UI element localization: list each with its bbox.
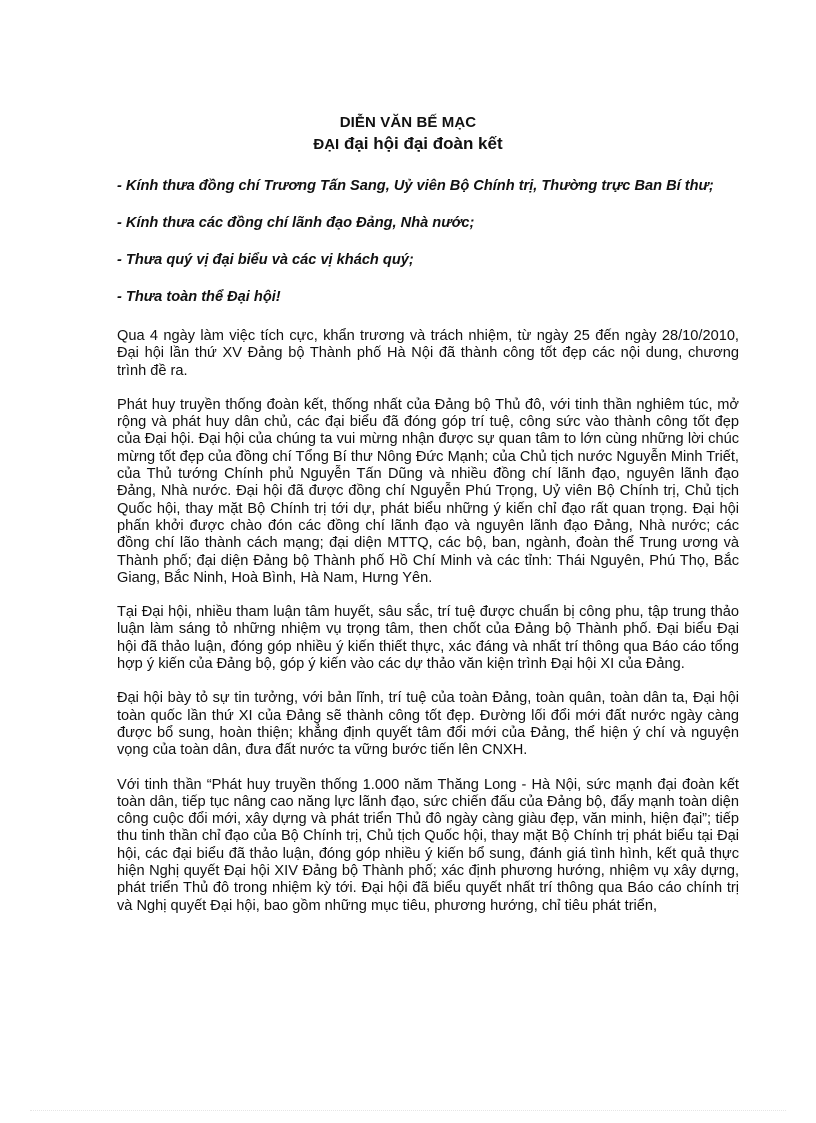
body-paragraph: Phát huy truyền thống đoàn kết, thống nhất của Đảng bộ Thủ đô, với tinh thần nghiêm túc, mở rộng và phát huy dân chủ, các đại biểu đã đóng góp trí tuệ, công sức vào thành công tốt đẹp của Đại hội. Đại hội của chúng ta vui mừng nhận được sự quan tâm to lớn cùng những lời chúc mừng tốt đẹp của đồng chí Tổng Bí thư Nông Đức Mạnh; của Chủ tịch nước Nguyễn Minh Triết, của Thủ tướng Chính phủ Nguyễn Tấn Dũng và nhiều đồng chí lãnh đạo, nguyên lãnh đạo Đảng, Nhà nước. Đại hội đã được đồng chí Nguyễn Phú Trọng, Uỷ viên Bộ Chính trị, Chủ tịch Quốc hội, thay mặt Bộ Chính trị tới dự, phát biểu những ý kiến chỉ đạo rất quan trọng. Đại hội phấn khởi được chào đón các đồng chí lãnh đạo và nguyên lãnh đạo Đảng, Nhà nước; các đồng chí lão thành cách mạng; đại diện MTTQ, các bộ, ban, ngành, đoàn thể Trung ương và Thành phố; đại diện Đảng bộ Thành phố Hồ Chí Minh và các tỉnh: Thái Nguyên, Phú Thọ, Bắc Giang, Bắc Ninh, Hoà Bình, Hà Nam, Hưng Yên. (117, 396, 739, 586)
greeting-line: - Kính thưa đồng chí Trương Tấn Sang, Uỷ viên Bộ Chính trị, Thường trực Ban Bí thư; (117, 178, 714, 194)
body-paragraph: Tại Đại hội, nhiều tham luận tâm huyết, sâu sắc, trí tuệ được chuẩn bị công phu, tập trung thảo luận làm sáng tỏ những nhiệm vụ trọng tâm, then chốt của Đảng bộ Thành phố. Đại biểu Đại hội đã thảo luận, đóng góp nhiều ý kiến thiết thực, xác đáng và nhất trí thông qua Báo cáo tổng hợp ý kiến của Đảng bộ, góp ý kiến vào các dự thảo văn kiện trình Đại hội XI của Đảng. (117, 604, 739, 673)
greeting-line: - Thưa quý vị đại biểu và các vị khách quý; (117, 252, 414, 268)
document-subtitle (0, 134, 816, 154)
page-bottom-divider (30, 1110, 786, 1111)
subtitle-main: đại hội đại đoàn kết (343, 134, 503, 153)
body-paragraph: Đại hội bày tỏ sự tin tưởng, với bản lĩnh, trí tuệ của toàn Đảng, toàn quân, toàn dân ta, Đại hội toàn quốc lần thứ XI của Đảng sẽ thành công tốt đẹp. Đường lối đổi mới đất nước ngày càng được bổ sung, hoàn thiện; khẳng định quyết tâm đổi mới của Đảng, thể hiện ý chí và nguyện vọng của toàn dân, đưa đất nước ta vững bước tiến lên CNXH. (117, 690, 739, 759)
subtitle-prefix: ĐẠI (313, 136, 340, 153)
document-body (117, 178, 739, 932)
greeting-line: - Kính thưa các đồng chí lãnh đạo Đảng, Nhà nước; (117, 215, 475, 231)
document-title: DIỄN VĂN BẾ MẠC (339, 114, 477, 131)
body-paragraph: Với tinh thần “Phát huy truyền thống 1.000 năm Thăng Long - Hà Nội, sức mạnh đại đoàn kết toàn dân, tiếp tục nâng cao năng lực lãnh đạo, sức chiến đấu của Đảng bộ, đẩy mạnh toàn diện công cuộc đổi mới, xây dựng và phát triển Thủ đô ngày càng giàu đẹp, văn minh, hiện đại”; tiếp thu tinh thần chỉ đạo của Bộ Chính trị, Chủ tịch Quốc hội, thay mặt Bộ Chính trị phát biểu tại Đại hội, các đại biểu đã thảo luận, đóng góp nhiều ý kiến bổ sung, đánh giá tình hình, kết quả thực hiện Nghị quyết Đại hội XIV Đảng bộ Thành phố; xác định phương hướng, nhiệm vụ xây dựng, phát triển Thủ đô trong nhiệm kỳ tới. Đại hội đã biểu quyết nhất trí thông qua Báo cáo chính trị và Nghị quyết Đại hội, bao gồm những mục tiêu, phương hướng, chỉ tiêu phát triển, (117, 776, 739, 914)
body-paragraph: Qua 4 ngày làm việc tích cực, khẩn trương và trách nhiệm, từ ngày 25 đến ngày 28/10/2010, Đại hội lần thứ XV Đảng bộ Thành phố Hà Nội đã thành công tốt đẹp các nội dung, chương trình đề ra. (117, 328, 739, 379)
greeting-line: - Thưa toàn thể Đại hội! (117, 289, 281, 305)
